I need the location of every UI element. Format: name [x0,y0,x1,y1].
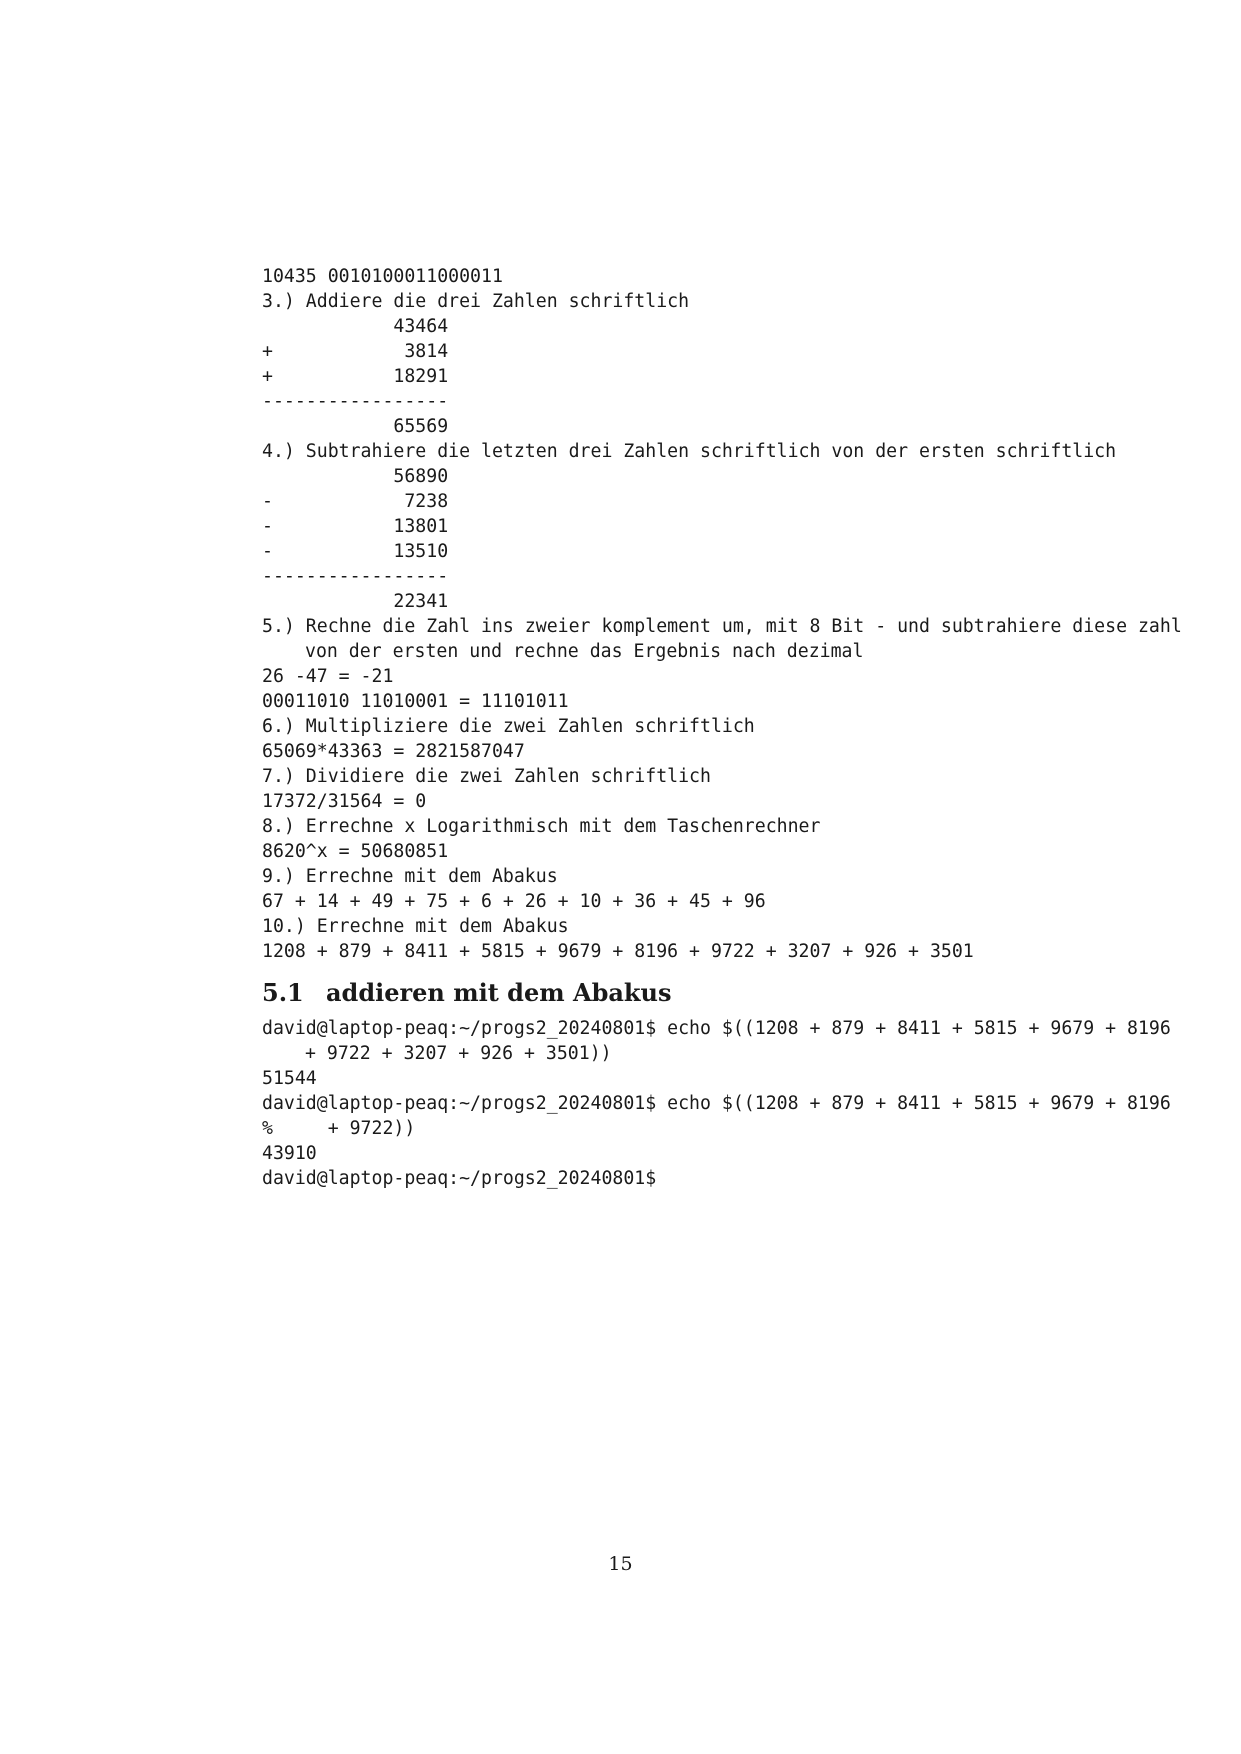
calc-line: 43464 [262,316,449,337]
terminal-line-continuation: + 9722 + 3207 + 926 + 3501)) [305,1043,612,1064]
terminal-line-continuation: % + 9722)) [262,1118,416,1139]
exercise-heading: 6.) Multipliziere die zwei Zahlen schriftlich [262,716,755,737]
terminal-output: 43910 [262,1143,317,1164]
text-line: 17372/31564 = 0 [262,791,427,812]
calc-line: + 18291 [262,366,449,387]
text-line: 1208 + 879 + 8411 + 5815 + 9679 + 8196 + 9722 + 3207 + 926 + 3501 [262,941,974,962]
calc-separator: ----------------- [262,566,449,587]
exercise-heading: 3.) Addiere die drei Zahlen schriftlich [262,291,690,312]
section-title: addieren mit dem Abakus [326,978,672,1007]
exercise-heading: 8.) Errechne x Logarithmisch mit dem Taschenrechner [262,816,821,837]
exercise-heading-continuation: von der ersten und rechne das Ergebnis nach dezimal [305,641,864,662]
exercise-heading: 5.) Rechne die Zahl ins zweier komplement um, mit 8 Bit - und subtrahiere diese zahl [262,616,1182,637]
calc-line: - 13801 [262,516,449,537]
text-line: 67 + 14 + 49 + 75 + 6 + 26 + 10 + 36 + 45 + 96 [262,891,766,912]
calc-line: - 13510 [262,541,449,562]
terminal-output: 51544 [262,1068,317,1089]
terminal-line: david@laptop-peaq:~/progs2_20240801$ echo $((1208 + 879 + 8411 + 5815 + 9679 + 8196 [262,1093,1171,1114]
calc-line: + 3814 [262,341,449,362]
exercise-heading: 9.) Errechne mit dem Abakus [262,866,558,887]
section-number: 5.1 [262,978,304,1007]
exercise-heading: 7.) Dividiere die zwei Zahlen schriftlich [262,766,711,787]
text-line: 8620^x = 50680851 [262,841,449,862]
text-line: 00011010 11010001 = 11101011 [262,691,569,712]
text-line: 65069*43363 = 2821587047 [262,741,525,762]
calc-line: 56890 [262,466,449,487]
exercise-heading: 4.) Subtrahiere die letzten drei Zahlen schriftlich von der ersten schriftlich [262,441,1117,462]
section-heading [262,978,1202,1008]
exercise-heading: 10.) Errechne mit dem Abakus [262,916,569,937]
page-number: 15 [608,1553,633,1575]
calc-result: 65569 [262,416,449,437]
text-line: 26 -47 = -21 [262,666,394,687]
terminal-line: david@laptop-peaq:~/progs2_20240801$ echo $((1208 + 879 + 8411 + 5815 + 9679 + 8196 [262,1018,1171,1039]
text-line: 10435 0010100011000011 [262,266,503,287]
calc-separator: ----------------- [262,391,449,412]
calc-result: 22341 [262,591,449,612]
calc-line: - 7238 [262,491,449,512]
terminal-prompt: david@laptop-peaq:~/progs2_20240801$ [262,1168,657,1189]
page-content [262,264,1202,1191]
